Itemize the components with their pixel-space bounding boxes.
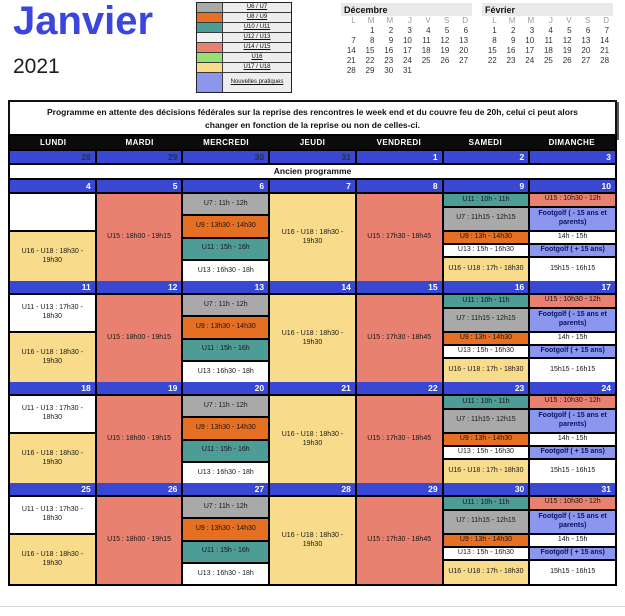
event-block: U16 - U18 : 18h30 - 19h30 [270,194,355,281]
date-row [10,382,615,394]
mini-calendar-weekday: S [443,16,450,25]
event-block: U16 - U18 : 18h30 - 19h30 [10,434,95,483]
mini-calendar-week-row [341,56,472,66]
mini-calendar-grid [341,26,472,76]
week-block [10,281,615,382]
calendar-table [8,134,617,586]
mini-calendar-day [416,66,435,76]
event-block: U15 : 17h30 - 18h45 [357,295,442,382]
event-block: U16 - U18 : 18h30 - 19h30 [10,535,95,584]
mini-calendar-day: 7 [351,36,356,45]
event-block: 15h15 - 16h15 [530,460,615,483]
mini-calendar-weekday: M [367,16,375,25]
event-block: U13 : 15h - 16h30 [444,245,529,256]
mini-calendar-week-row [482,36,613,46]
day-cell [357,497,442,584]
mini-calendar-weekday: D [603,16,610,25]
legend-color-swatch [197,3,223,12]
day-cell [97,396,182,483]
legend-label: Nouvelles pratiques [223,73,291,92]
day-cell [444,295,529,382]
date-cell: 1 [357,151,442,163]
legend-row [197,3,291,13]
legend-color-swatch [197,73,223,92]
date-cell: 9 [444,180,529,192]
event-block: U11 - U13 : 17h30 - 18h30 [10,295,95,331]
event-block: U13 : 16h30 - 18h [183,564,268,584]
date-cell: 19 [97,382,182,394]
legend-label: U6 / U7 [223,3,291,12]
mini-calendar-day [435,66,454,76]
mini-calendar-day: 16 [506,46,516,55]
mini-calendar-weekday: V [425,16,431,25]
event-block: U13 : 15h - 16h30 [444,447,529,458]
legend-row [197,73,291,92]
date-cell: 4 [10,180,95,192]
day-cell [183,295,268,382]
mini-calendar [482,3,613,76]
mini-calendar-weekday: M [508,16,516,25]
event-block: U9 : 13h30 - 14h30 [183,216,268,236]
date-cell: 14 [270,281,355,293]
event-block: U7 : 11h - 12h [183,194,268,214]
event-block: U9 : 13h - 14h30 [444,232,529,243]
mini-calendar-day: 9 [388,36,394,45]
event-block: U16 - U18 : 18h30 - 19h30 [270,396,355,483]
mini-calendar-day: 1 [369,26,375,35]
date-cell: 17 [530,281,615,293]
event-block: U11 : 15h - 16h [183,340,268,360]
mini-calendar-day: 6 [585,26,591,35]
mini-calendar-day [453,66,472,76]
week-row [10,497,615,584]
mini-calendar-week-row [341,36,472,46]
event-block: U16 - U18 : 18h30 - 19h30 [10,232,95,281]
mini-calendar-day: 4 [426,26,431,35]
mini-calendar-week-row [341,66,472,76]
date-cell: 20 [183,382,268,394]
event-block: 15h15 - 16h15 [530,258,615,281]
mini-calendars [341,3,613,76]
legend-label: U8 / U9 [223,13,291,22]
event-block: Footgolf ( + 15 ans) [530,346,615,357]
event-block: 14h - 15h [530,535,615,546]
mini-calendar-day: 19 [562,46,572,55]
mini-calendar-weekday: J [548,16,553,25]
date-cell: 30 [183,151,268,163]
event-block: U16 - U18 : 18h30 - 19h30 [10,333,95,382]
date-cell: 12 [97,281,182,293]
day-header-cell: DIMANCHE [548,138,595,147]
legend-row [197,53,291,63]
mini-calendar-day: 23 [384,56,394,65]
event-block: U7 : 11h15 - 12h15 [444,511,529,533]
date-row-prev [10,151,615,163]
event-block: 15h15 - 16h15 [530,561,615,584]
mini-calendar-day: 14 [346,46,356,55]
mini-calendar-day: 18 [421,46,431,55]
event-block: U15 : 10h30 - 12h [530,497,615,509]
mini-calendar-day: 18 [543,46,553,55]
mini-calendar-day: 2 [510,26,516,35]
week-row [10,194,615,281]
mini-calendar-day: 2 [388,26,394,35]
legend-label: U10 / U11 [223,23,291,32]
date-cell: 26 [97,483,182,495]
mini-calendar-day: 11 [422,36,431,45]
event-block: U7 : 11h - 12h [183,396,268,416]
mini-calendar-day: 12 [562,36,572,45]
day-cell [183,497,268,584]
title-block [13,0,153,79]
day-cell [97,194,182,281]
mini-calendar-day: 27 [581,56,591,65]
mini-calendar-weekday: M [386,16,394,25]
mini-calendar-day: 12 [440,36,450,45]
event-block: U15 : 18h00 - 19h15 [97,194,182,281]
mini-calendar-week-row [341,26,472,36]
week-block [10,483,615,584]
mini-calendar-day: 10 [525,36,535,45]
mini-calendar-day: 20 [581,46,591,55]
legend-color-swatch [197,53,223,62]
mini-calendar-weekday-row [482,16,613,26]
event-block: U13 : 16h30 - 18h [183,463,268,483]
date-row [10,281,615,293]
day-cell [530,295,615,382]
mini-calendar-weekday: S [584,16,591,25]
mini-calendar-day: 1 [492,26,497,35]
mini-calendar-day: 21 [600,46,610,55]
date-cell: 22 [357,382,442,394]
date-row [10,180,615,192]
mini-calendar-day: 22 [487,56,497,65]
day-header-cell: MARDI [125,138,154,147]
legend-color-swatch [197,33,223,42]
day-cell [97,295,182,382]
date-cell: 30 [444,483,529,495]
event-block: U11 : 15h - 16h [183,441,268,461]
event-block [10,194,95,230]
event-block: U15 : 18h00 - 19h15 [97,396,182,483]
notice-banner: Programme en attente des décisions fédérales sur la reprise des rencontres le week end et du couvre feu de 20h, celui ci peut alors changer en fonction de la reprise ou non de celles-ci. [8,100,617,138]
date-cell: 2 [444,151,529,163]
mini-calendar-day: 21 [346,56,356,65]
mini-calendar-week-row [341,46,472,56]
event-block: U9 : 13h30 - 14h30 [183,317,268,337]
week-row [10,295,615,382]
event-block: U16 - U18 : 18h30 - 19h30 [270,497,355,584]
day-cell [357,194,442,281]
mini-calendar-week-row [482,46,613,56]
event-block: Footgolf ( - 15 ans et parents) [530,511,615,533]
event-block: U15 : 10h30 - 12h [530,194,615,206]
day-cell [10,295,95,382]
event-block: Footgolf ( + 15 ans) [530,548,615,559]
page-year: 2021 [13,55,60,78]
legend-color-swatch [197,43,223,52]
date-cell: 6 [183,180,268,192]
mini-calendar-day: 17 [525,46,535,55]
event-block: U16 - U18 : 17h - 18h30 [444,258,529,281]
legend-row [197,13,291,23]
mini-calendar-day: 11 [544,36,553,45]
week-block [10,180,615,281]
day-cell [270,497,355,584]
day-cell [444,497,529,584]
event-block: Footgolf ( + 15 ans) [530,245,615,256]
event-block: U13 : 16h30 - 18h [183,362,268,382]
legend-label: U12 / U13 [223,33,291,42]
date-cell: 5 [97,180,182,192]
mini-calendar-weekday: L [351,16,356,25]
legend-row [197,33,291,43]
date-cell: 10 [530,180,615,192]
mini-calendar-day: 24 [402,56,412,65]
event-block: U16 - U18 : 17h - 18h30 [444,561,529,584]
mini-calendar-week-row [482,56,613,66]
mini-calendar-title: Décembre [341,3,472,16]
category-legend [196,2,292,93]
mini-calendar-day: 24 [525,56,535,65]
event-block: U11 : 15h - 16h [183,239,268,259]
day-header-cell: SAMEDI [468,138,503,147]
legend-row [197,63,291,73]
mini-calendar-day: 9 [510,36,516,45]
event-block: U9 : 13h30 - 14h30 [183,418,268,438]
day-header-cell: LUNDI [39,138,67,147]
mini-calendar-day: 28 [346,66,356,75]
event-block: U11 : 10h - 11h [444,194,529,206]
event-block: U9 : 13h - 14h30 [444,434,529,445]
mini-calendar-day: 10 [402,36,412,45]
mini-calendar-day: 14 [600,36,610,45]
event-block: U7 : 11h15 - 12h15 [444,208,529,230]
day-cell [444,194,529,281]
day-cell [270,396,355,483]
event-block: U15 : 10h30 - 12h [530,295,615,307]
mini-calendar-day: 3 [529,26,535,35]
event-block: 14h - 15h [530,333,615,344]
event-block: 14h - 15h [530,232,615,243]
mini-calendar-day: 13 [459,36,469,45]
event-block: U11 : 15h - 16h [183,542,268,562]
event-block: Footgolf ( + 15 ans) [530,447,615,458]
mini-calendar-day: 15 [487,46,497,55]
mini-calendar-day: 27 [459,56,469,65]
day-cell [270,295,355,382]
event-block: U16 - U18 : 17h - 18h30 [444,359,529,382]
event-block: U11 - U13 : 17h30 - 18h30 [10,396,95,432]
date-cell: 29 [97,151,182,163]
mini-calendar-day: 19 [440,46,450,55]
date-cell: 21 [270,382,355,394]
date-cell: 24 [530,382,615,394]
event-block: 14h - 15h [530,434,615,445]
day-cell [270,194,355,281]
mini-calendar-day: 8 [492,36,497,45]
mini-calendar-day: 17 [402,46,412,55]
event-block: U11 : 10h - 11h [444,396,529,408]
mini-calendar-day: 3 [407,26,412,35]
mini-calendar-day: 26 [562,56,572,65]
mini-calendar-day: 23 [506,56,516,65]
event-block: U15 : 17h30 - 18h45 [357,497,442,584]
mini-calendar-title: Février [482,3,613,16]
mini-calendar-day: 5 [567,26,572,35]
event-block: U9 : 13h - 14h30 [444,535,529,546]
legend-label: U16 [223,53,291,62]
mini-calendar-day: 7 [604,26,610,35]
event-block: U11 : 10h - 11h [444,295,529,307]
day-header-cell: VENDREDI [376,138,422,147]
mini-calendar-weekday: V [566,16,572,25]
mini-calendar-day: 29 [365,66,375,75]
event-block: U7 : 11h15 - 12h15 [444,309,529,331]
date-cell: 23 [444,382,529,394]
mini-calendar-day: 5 [444,26,450,35]
day-cell [530,396,615,483]
event-block: Footgolf ( - 15 ans et parents) [530,309,615,331]
page-divider-line [0,606,625,607]
day-cell [10,396,95,483]
mini-calendar-day: 16 [384,46,394,55]
event-block: 15h15 - 16h15 [530,359,615,382]
legend-label: U14 / U15 [223,43,291,52]
mini-calendar-day: 25 [421,56,431,65]
event-block: U15 : 17h30 - 18h45 [357,194,442,281]
day-cell [10,497,95,584]
event-block: U11 : 10h - 11h [444,497,529,509]
mini-calendar-day: 4 [548,26,553,35]
event-block: U13 : 15h - 16h30 [444,548,529,559]
day-cell [183,194,268,281]
day-cell [444,396,529,483]
legend-label: U17 / U18 [223,63,291,72]
event-block: U13 : 15h - 16h30 [444,346,529,357]
date-cell: 25 [10,483,95,495]
date-cell: 28 [270,483,355,495]
day-header-row [10,136,615,149]
week-block [10,382,615,483]
date-cell: 13 [183,281,268,293]
day-cell [357,396,442,483]
mini-calendar-weekday: D [462,16,469,25]
event-block: U9 : 13h - 14h30 [444,333,529,344]
event-block: U15 : 18h00 - 19h15 [97,497,182,584]
calendar-weeks [10,180,615,584]
mini-calendar-grid [482,26,613,66]
date-cell: 11 [10,281,95,293]
mini-calendar-day: 26 [440,56,450,65]
mini-calendar-day: 15 [365,46,375,55]
mini-calendar-day: 8 [369,36,375,45]
event-block: U16 - U18 : 17h - 18h30 [444,460,529,483]
legend-color-swatch [197,63,223,72]
event-block: U9 : 13h30 - 14h30 [183,519,268,539]
mini-calendar-day: 25 [543,56,553,65]
date-cell: 29 [357,483,442,495]
event-block: Footgolf ( - 15 ans et parents) [530,410,615,432]
mini-calendar-day [341,26,360,36]
mini-calendar-weekday-row [341,16,472,26]
mini-calendar-day: 28 [600,56,610,65]
ancien-programme-row: Ancien programme [10,165,615,178]
date-cell: 15 [357,281,442,293]
day-header-cell: MERCREDI [203,138,249,147]
legend-row [197,23,291,33]
date-cell: 27 [183,483,268,495]
event-block: U11 - U13 : 17h30 - 18h30 [10,497,95,533]
day-cell [97,497,182,584]
day-header-cell: JEUDI [299,138,326,147]
mini-calendar-day: 6 [463,26,469,35]
date-cell: 31 [270,151,355,163]
day-cell [357,295,442,382]
date-cell: 7 [270,180,355,192]
date-row [10,483,615,495]
mini-calendar-day: 22 [365,56,375,65]
mini-calendar-day: 31 [402,66,412,75]
mini-calendar-weekday: M [527,16,535,25]
mini-calendar-day: 13 [581,36,591,45]
day-cell [530,194,615,281]
week-row [10,396,615,483]
page-title: Janvier [13,0,154,43]
event-block: U7 : 11h - 12h [183,497,268,517]
date-cell: 16 [444,281,529,293]
event-block: U13 : 16h30 - 18h [183,261,268,281]
mini-calendar-weekday: L [492,16,497,25]
mini-calendar-week-row [482,26,613,36]
day-cell [530,497,615,584]
event-block: U15 : 17h30 - 18h45 [357,396,442,483]
event-block: U7 : 11h - 12h [183,295,268,315]
event-block: U15 : 10h30 - 12h [530,396,615,408]
legend-row [197,43,291,53]
legend-color-swatch [197,13,223,22]
mini-calendar [341,3,472,76]
date-cell: 18 [10,382,95,394]
date-cell: 31 [530,483,615,495]
day-cell [10,194,95,281]
mini-calendar-day: 30 [384,66,394,75]
date-cell: 8 [357,180,442,192]
event-block: Footgolf ( - 15 ans et parents) [530,208,615,230]
date-cell: 3 [530,151,615,163]
event-block: U15 : 18h00 - 19h15 [97,295,182,382]
mini-calendar-day: 20 [459,46,469,55]
day-cell [183,396,268,483]
mini-calendar-weekday: J [407,16,412,25]
legend-color-swatch [197,23,223,32]
date-cell: 28 [10,151,95,163]
event-block: U7 : 11h15 - 12h15 [444,410,529,432]
event-block: U16 - U18 : 18h30 - 19h30 [270,295,355,382]
